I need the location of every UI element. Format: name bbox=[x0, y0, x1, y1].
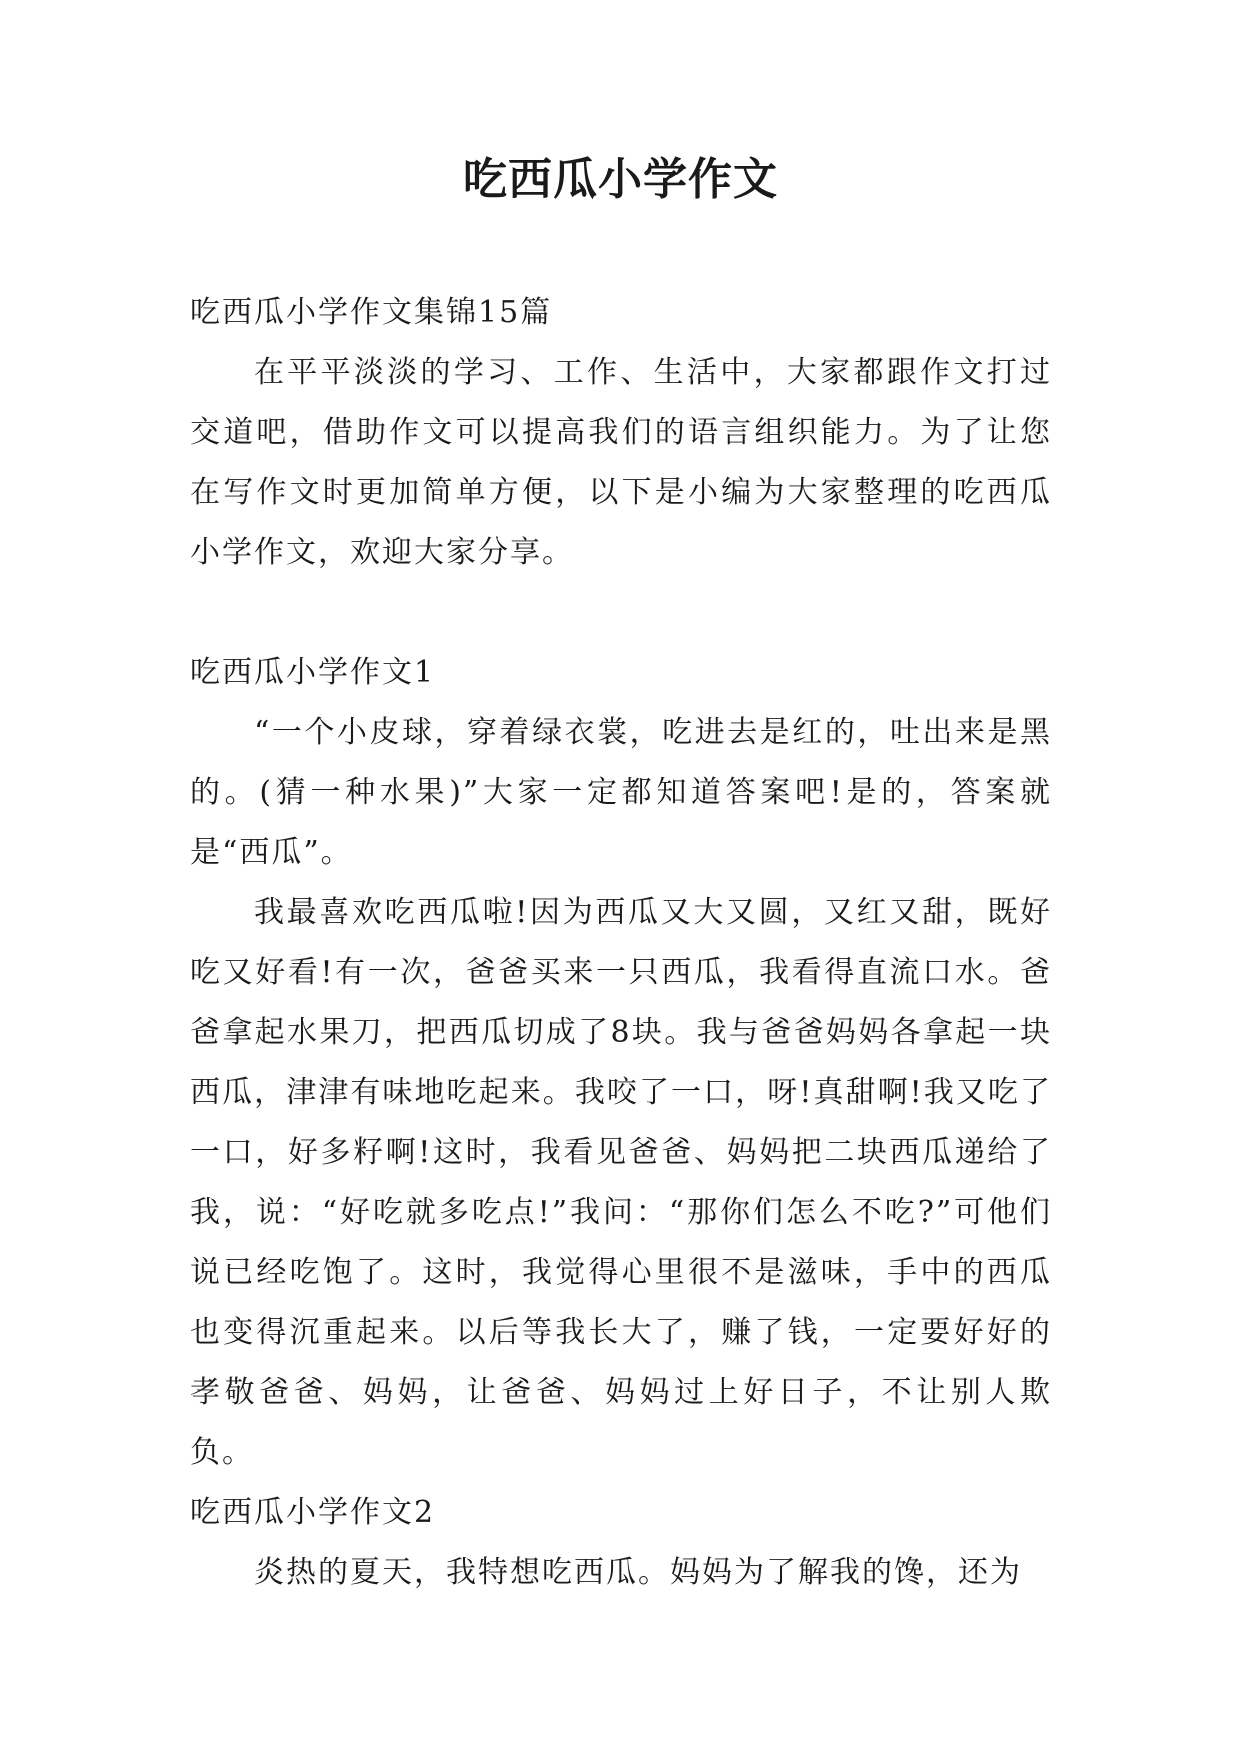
section-1-paragraph-2: 我最喜欢吃西瓜啦!因为西瓜又大又圆，又红又甜，既好吃又好看!有一次，爸爸买来一只西瓜，我看得直流口水。爸爸拿起水果刀，把西瓜切成了8块。我与爸爸妈妈各拿起一块西瓜，津津有味地吃起来。我咬了一口，呀!真甜啊!我又吃了一口，好多籽啊!这时，我看见爸爸、妈妈把二块西瓜递给了我，说：“好吃就多吃点!”我问：“那你们怎么不吃?”可他们说已经吃饱了。这时，我觉得心里很不是滋味，手中的西瓜也变得沉重起来。以后等我长大了，赚了钱，一定要好好的孝敬爸爸、妈妈，让爸爸、妈妈过上好日子，不让别人欺负。 bbox=[190, 895, 1052, 1470]
section-heading-2: 吃西瓜小学作文2 bbox=[190, 1495, 436, 1530]
section-heading-1: 吃西瓜小学作文1 bbox=[190, 655, 436, 690]
section-1-paragraph-1: “一个小皮球，穿着绿衣裳，吃进去是红的，吐出来是黑的。(猜一种水果)”大家一定都知道答案吧!是的，答案就是“西瓜”。 bbox=[190, 715, 1052, 870]
document-body bbox=[190, 283, 1052, 1603]
section-2-paragraph-1: 炎热的夏天，我特想吃西瓜。妈妈为了解我的馋，还为 bbox=[254, 1555, 1022, 1590]
intro-paragraph: 在平平淡淡的学习、工作、生活中，大家都跟作文打过交道吧，借助作文可以提高我们的语言组织能力。为了让您在写作文时更加简单方便，以下是小编为大家整理的吃西瓜小学作文，欢迎大家分享。 bbox=[190, 355, 1052, 570]
collection-subtitle: 吃西瓜小学作文集锦15篇 bbox=[190, 295, 553, 330]
document-title: 吃西瓜小学作文 bbox=[463, 154, 778, 205]
